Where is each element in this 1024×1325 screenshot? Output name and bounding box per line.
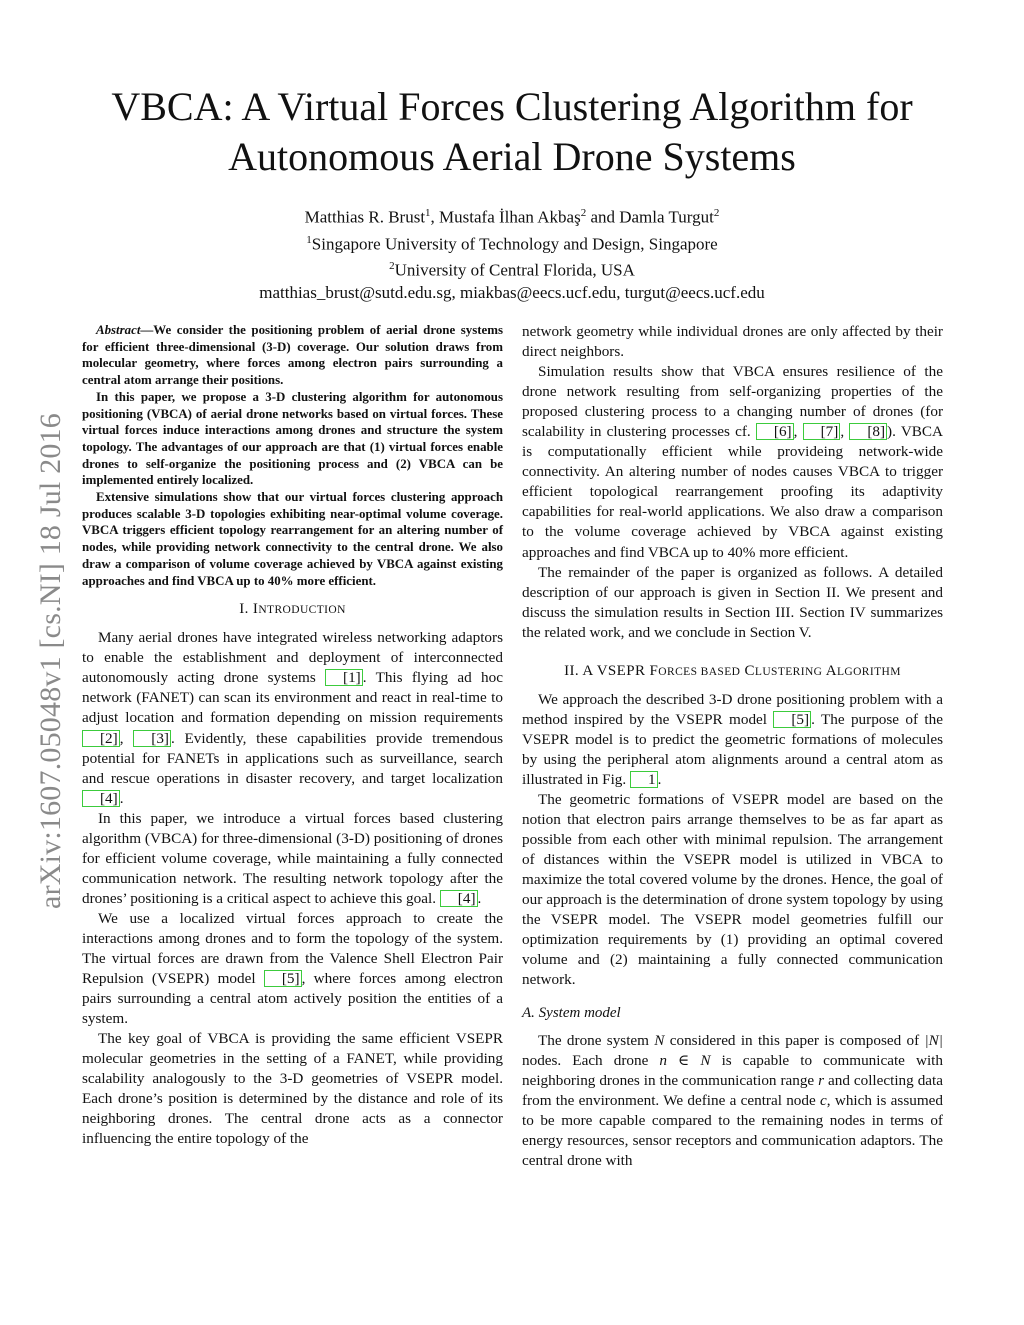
sm-d: is capable to communicate with neighboring drones in the communication range [522, 1051, 944, 1089]
sec2-p1-a: We approach the described 3-D drone positioning problem with a method inspired by the VSEPR model [522, 690, 943, 728]
abstract-p3: Extensive simulations show that our virtual forces clustering approach produces scalable 3-D topologies exhibiting near-optimal volume coverage. VBCA triggers efficient topology rearrangement for an altering number of nodes, while providing network connectivity to the central drone. We also draw a comparison of volume coverage achieved by VBCA against existing approaches and find VBCA up to 40% more efficient. [82, 490, 503, 588]
citation-link[interactable]: [1] [325, 669, 363, 686]
sec2-p2: The geometric formations of VSEPR model are based on the notion that electron pairs arrange themselves to be as far apart as possible from each other with minimal repulsion. The arrangement of distances within the VSEPR model is utilized in VBCA to maximize the total covered volume by the drones. Hence, the goal of our approach is the determination of drone system topology by using the VSEPR model. The VSEPR model geometries fulfill our optimization requirements by (1) providing an optimal covered volume and (2) maintaining a fully connected communication network. [522, 791, 943, 989]
sm-a: The drone system [538, 1031, 655, 1049]
intro-p4: The key goal of VBCA is providing the same efficient VSEPR molecular geometries in the setting of a FANET, while providing scalability analogously to the 3-D geometries of VSEPR model. Each drone’s position is determined by the distance and role of its neighboring drones. The central drone acts as a connector influencing the entire topology of the [82, 1030, 503, 1148]
author-names [0, 202, 1024, 229]
sec2-w4-r: LUSTERING [754, 665, 823, 678]
citation-link[interactable]: [4] [440, 890, 478, 907]
author-1-sup: 1 [425, 207, 431, 219]
citation-link[interactable]: [5] [773, 711, 811, 728]
sec2-w5-r: LGORITHM [836, 665, 901, 678]
author-2: , Mustafa İlhan Akbaş [430, 207, 581, 227]
math-absN: |N| [924, 1031, 943, 1049]
figure-link[interactable]: 1 [630, 771, 658, 788]
intro-p1 [82, 628, 503, 808]
sec2-w4-i: C [744, 662, 755, 679]
right-p3: The remainder of the paper is organized as follows. A detailed description of our approach is given in Section II. We present and discuss the simulation results in Section III. Section IV summarizes the related work, and we conclude in Section V. [522, 563, 943, 641]
author-3: and Damla Turgut [586, 207, 714, 227]
intro-p1-d: . Evidently, these capabilities provide tremendous potential for FANETs in applications such as surveillance, search and rescue operations in disaster recovery, and target localization [82, 729, 503, 787]
aff2-sup: 2 [389, 260, 395, 273]
math-n-in-N: n ∈ N [659, 1051, 711, 1069]
subsection-heading-system-model: A. System model [522, 1004, 621, 1021]
author-1: Matthias R. Brust [304, 207, 426, 227]
sec1-num: I. [239, 601, 253, 618]
sm-e: and collecting data from the environment. We define a central node [522, 1071, 943, 1109]
math-c: c [820, 1091, 827, 1109]
sec2-p1-b: . The purpose of the VSEPR model is to predict the geometric formations of molecules by using the peripheral atom alignments around a central atom as illustrated in Fig. [522, 710, 943, 788]
citation-link[interactable]: [6] [756, 423, 794, 440]
citation-link[interactable]: [3] [133, 730, 171, 747]
affiliation-2 [0, 255, 1024, 282]
right-p2-c: , [840, 423, 850, 441]
right-p2 [522, 362, 943, 562]
aff1-sup: 1 [306, 233, 312, 246]
sm-c: nodes. Each drone [522, 1051, 660, 1069]
intro-p3 [82, 909, 503, 1029]
right-p2-d: ). VBCA is computationally efficient while provideing network-wide connectivity. An altering number of nodes causes VBCA to trigger efficient topological rearrangement proofing its adaptivity capabilities for real-world applications. We also draw a comparison to the volume coverage achieved by VBCA against existing approaches and find VBCA up to 40% more efficient. [522, 423, 944, 561]
right-p2-b: , [793, 423, 803, 441]
abstract-p2: In this paper, we propose a 3-D clustering algorithm for autonomous positioning (VBCA) of aerial drone networks based on virtual forces. These virtual forces induce interactions among drones and structure the system topology. The advantages of our approach are that (1) virtual forces enable drones to self-organize the positioning process and (2) VBCA can be implemented entirely localized. [82, 389, 503, 488]
abstract-p1-text: —We consider the positioning problem of aerial drone systems for efficient three-dimensional (3-D) coverage. Our solution draws from molecular geometry, where forces among electron pairs surrounding a central atom arrange their positions. [82, 323, 503, 388]
citation-link[interactable]: [2] [82, 730, 120, 747]
sec2-w5-i: A [825, 662, 837, 679]
sec1-rest: NTRODUCTION [258, 604, 346, 617]
intro-p1-e: . [119, 789, 124, 807]
right-p2-a: Simulation results show that VBCA ensures resilience of the drone network resulting from self-organizing properties of the proposed clustering process to a changing number of drones (for scalability in clustering processes cf. [522, 363, 943, 441]
aff1-text: Singapore University of Technology and Design, Singapore [311, 234, 718, 254]
intro-p3-b: , where forces among electron pairs surrounding a central atom actively position the entities of a system. [82, 970, 503, 1028]
author-2-sup: 2 [580, 207, 587, 219]
right-p1: network geometry while individual drones are only affected by their direct neighbors. [522, 323, 943, 361]
sec2-w1: A [582, 662, 593, 679]
author-emails: matthias_brust@sutd.edu.sg, miakbas@eecs.ucf.edu, turgut@eecs.ucf.edu [259, 282, 765, 302]
sec2-w3-i: F [649, 662, 659, 679]
citation-link[interactable]: [7] [803, 423, 841, 440]
abstract-p1 [82, 322, 503, 389]
sec1-initial: I [252, 601, 259, 618]
intro-p1-b: . This flying ad hoc network (FANET) can scan its environment and react in real-time to adjust location and formation depending on mission requirements [82, 669, 503, 727]
citation-link[interactable]: [5] [264, 970, 302, 987]
math-r: r [818, 1071, 825, 1089]
right-column [522, 322, 943, 1171]
sec2-p1 [522, 690, 943, 790]
intro-p1-a: Many aerial drones have integrated wireless networking adaptors to enable the establishment and deployment of interconnected autonomously acting drone systems [82, 629, 503, 687]
section-heading-introduction [82, 599, 503, 620]
aff2-text: University of Central Florida, USA [394, 260, 635, 280]
intro-p2-a: In this paper, we introduce a virtual forces based clustering algorithm (VBCA) for three-dimensional (3-D) positioning of drones for efficient volume coverage, while maintaining a fully connected communication network. The resulting network topology after the drones’ positioning is a critical aspect to achieve this goal. [82, 809, 503, 907]
abstract [82, 322, 503, 589]
title-line-2: Autonomous Aerial Drone Systems [228, 134, 796, 179]
system-model-p1 [522, 1031, 943, 1171]
arxiv-stamp [26, 378, 76, 944]
sm-f: , which is assumed to be more capable compared to the remaining nodes in terms of energy resources, sensor receptors and communication adaptors. The central drone with [522, 1091, 943, 1169]
section-heading-vsepr [522, 661, 943, 682]
abstract-label: Abstract [96, 323, 141, 337]
sec2-p1-c: . [657, 770, 662, 788]
sec2-num: II. [564, 662, 583, 679]
title-line-1: VBCA: A Virtual Forces Clustering Algorithm for [111, 84, 913, 129]
sec2-w3-r: ORCES BASED [658, 665, 741, 678]
sec2-w2: VSEPR [596, 662, 646, 679]
author-3-sup: 2 [713, 207, 720, 219]
citation-link[interactable]: [4] [82, 790, 120, 807]
intro-p2 [82, 809, 503, 909]
math-N: N [654, 1031, 665, 1049]
affiliation-1 [0, 229, 1024, 256]
paper-title [0, 82, 1024, 182]
intro-p2-b: . [477, 889, 482, 907]
citation-link[interactable]: [8] [849, 423, 887, 440]
sm-b: considered in this paper is composed of [664, 1031, 925, 1049]
author-block [0, 202, 1024, 304]
left-column [82, 322, 503, 1150]
arxiv-stamp-text: arXiv:1607.05048v1 [cs.NI] 18 Jul 2016 [34, 413, 67, 909]
intro-p1-c: , [119, 729, 134, 747]
intro-p3-a: We use a localized virtual forces approach to create the interactions among drones and to form the topology of the system. The virtual forces are drawn from the Valence Shell Electron Pair Repulsion (VSEPR) model [82, 909, 503, 988]
